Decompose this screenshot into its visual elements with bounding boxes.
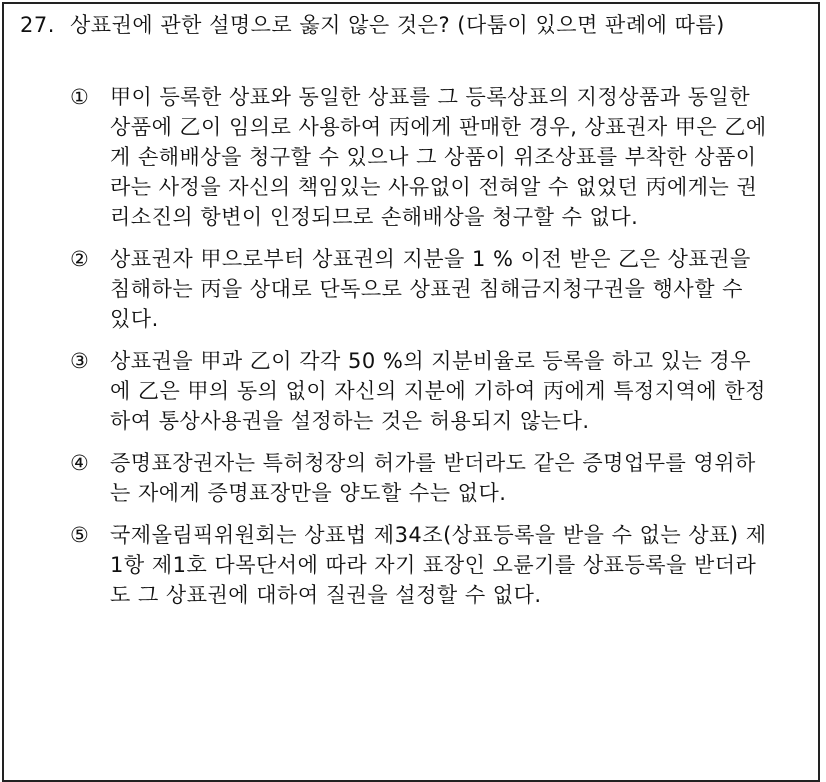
question-text: 상표권에 관한 설명으로 옳지 않은 것은? (다툼이 있으면 판례에 따름) [70,13,725,37]
option-5[interactable] [70,520,770,610]
option-text: 증명표장권자는 특허청장의 허가를 받더라도 같은 증명업무를 영위하는 자에게 증명표장만을 양도할 수는 없다. [110,451,756,505]
option-1[interactable] [70,82,770,232]
option-3[interactable] [70,346,770,436]
option-marker: ③ [70,349,90,373]
option-text: 상표권자 甲으로부터 상표권의 지분을 1 % 이전 받은 乙은 상표권을 침해하는 丙을 상대로 단독으로 상표권 침해금지청구권을 행사할 수 있다. [110,247,751,331]
option-4[interactable] [70,448,770,508]
option-marker: ① [70,85,90,109]
option-2[interactable] [70,244,770,334]
option-marker: ④ [70,451,90,475]
option-marker: ⑤ [70,523,90,547]
question-number: 27. [20,13,55,37]
option-text: 상표권을 甲과 乙이 각각 50 %의 지분비율로 등록을 하고 있는 경우에 乙은 甲의 동의 없이 자신의 지분에 기하여 丙에게 특정지역에 한정하여 통상사용권을 설정하는 것은 허용되지 않는다. [110,349,766,433]
answer-options [70,82,770,622]
option-text: 국제올림픽위원회는 상표법 제34조(상표등록을 받을 수 없는 상표) 제1항 제1호 다목단서에 따라 자기 표장인 오륜기를 상표등록을 받더라도 그 상표권에 대하여 질권을 설정할 수 없다. [110,523,767,607]
question-heading [20,10,780,40]
option-text: 甲이 등록한 상표와 동일한 상표를 그 등록상표의 지정상품과 동일한 상품에 乙이 임의로 사용하여 丙에게 판매한 경우, 상표권자 甲은 乙에게 손해배상을 청구할 수 있으나 그 상품이 위조상표를 부착한 상품이라는 사정을 자신의 책임있는 사유없이 전혀알 수 없었던 丙에게는 권리소진의 항변이 인정되므로 손해배상을 청구할 수 없다. [110,85,767,229]
option-marker: ② [70,247,90,271]
